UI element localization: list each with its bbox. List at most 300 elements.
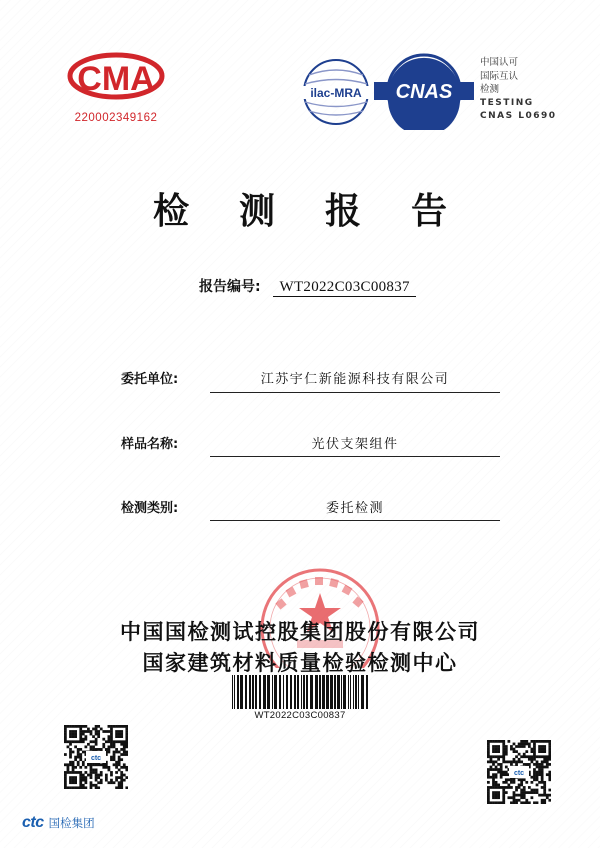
- qr-module: [520, 801, 523, 804]
- qr-module: [110, 738, 113, 741]
- cnas-line: 检测: [480, 84, 500, 95]
- qr-module: [108, 735, 111, 738]
- cnas-line: CNAS L0690: [480, 111, 557, 121]
- qr-module: [108, 769, 111, 772]
- barcode-bar: [274, 675, 277, 709]
- qr-module: [541, 773, 544, 776]
- qr-module: [533, 778, 536, 781]
- qr-module: [84, 776, 87, 779]
- qr-module: [523, 740, 526, 743]
- qr-module: [500, 763, 503, 766]
- qr-module: [113, 758, 116, 761]
- qr-module: [541, 768, 544, 771]
- qr-module: [525, 743, 528, 746]
- qr-module: [82, 763, 85, 766]
- qr-module: [97, 776, 100, 779]
- qr-module: [543, 784, 546, 787]
- qr-module: [95, 771, 98, 774]
- qr-module: [510, 778, 513, 781]
- qr-module: [123, 745, 126, 748]
- qr-module: [102, 766, 105, 769]
- qr-module: [505, 748, 508, 751]
- qr-module: [497, 786, 500, 789]
- qr-module: [120, 733, 123, 736]
- qr-module: [502, 758, 505, 761]
- qr-module: [79, 735, 82, 738]
- qr-module: [115, 771, 118, 774]
- qr-module: [72, 766, 75, 769]
- qr-module: [84, 781, 87, 784]
- qr-module: [497, 784, 500, 787]
- qr-module: [528, 745, 531, 748]
- qr-module: [77, 725, 80, 728]
- qr-module: [500, 786, 503, 789]
- svg-text:CMA: CMA: [77, 60, 155, 98]
- qr-module: [548, 743, 551, 746]
- qr-module: [525, 799, 528, 802]
- qr-module: [118, 769, 121, 772]
- qr-module: [505, 760, 508, 763]
- qr-module: [123, 725, 126, 728]
- qr-module: [108, 748, 111, 751]
- qr-module: [105, 763, 108, 766]
- qr-module: [487, 753, 490, 756]
- qr-module: [74, 786, 77, 789]
- ilac-globe-icon: [297, 57, 375, 127]
- qr-module: [492, 748, 495, 751]
- qr-module: [113, 725, 116, 728]
- qr-module: [505, 778, 508, 781]
- qr-module: [125, 725, 128, 728]
- test-category-label: 检测类别:: [121, 501, 179, 516]
- qr-module: [518, 753, 521, 756]
- qr-module: [105, 774, 108, 777]
- qr-module: [115, 761, 118, 764]
- qr-module: [495, 768, 498, 771]
- qr-module: [100, 774, 103, 777]
- qr-module: [548, 799, 551, 802]
- qr-module: [95, 738, 98, 741]
- qr-module: [118, 784, 121, 787]
- qr-module: [79, 781, 82, 784]
- qr-module: [118, 733, 121, 736]
- qr-module: [492, 801, 495, 804]
- barcode-bar: [255, 675, 257, 709]
- qr-module: [536, 791, 539, 794]
- qr-module: [118, 761, 121, 764]
- barcode-bar: [245, 675, 247, 709]
- qr-module: [543, 801, 546, 804]
- qr-module: [87, 763, 90, 766]
- qr-module: [64, 786, 67, 789]
- qr-module: [543, 748, 546, 751]
- qr-module: [520, 794, 523, 797]
- qr-module: [510, 748, 513, 751]
- qr-module: [79, 733, 82, 736]
- qr-module: [77, 763, 80, 766]
- qr-module: [548, 748, 551, 751]
- qr-module: [120, 784, 123, 787]
- qr-module: [95, 784, 98, 787]
- qr-module: [79, 730, 82, 733]
- qr-module: [548, 753, 551, 756]
- qr-module: [125, 753, 128, 756]
- qr-module: [502, 740, 505, 743]
- qr-module: [115, 748, 118, 751]
- sample-name-label: 样品名称:: [121, 437, 179, 452]
- qr-module: [74, 781, 77, 784]
- qr-module: [72, 776, 75, 779]
- qr-module: [110, 771, 113, 774]
- qr-module: [505, 781, 508, 784]
- qr-module: [77, 771, 80, 774]
- qr-module: [64, 733, 67, 736]
- qr-module: [536, 801, 539, 804]
- qr-module: [113, 743, 116, 746]
- qr-module: [548, 750, 551, 753]
- qr-module: [538, 768, 541, 771]
- qr-module: [64, 753, 67, 756]
- qr-module: [533, 771, 536, 774]
- qr-module: [538, 748, 541, 751]
- barcode-bar: [259, 675, 261, 709]
- qr-module: [548, 755, 551, 758]
- qr-module: [528, 743, 531, 746]
- qr-module: [502, 743, 505, 746]
- qr-module: [500, 740, 503, 743]
- qr-module: [523, 796, 526, 799]
- qr-module: [110, 730, 113, 733]
- qr-module: [531, 760, 534, 763]
- qr-module: [507, 784, 510, 787]
- qr-module: [515, 755, 518, 758]
- qr-module: [72, 730, 75, 733]
- barcode-bar: [315, 675, 318, 709]
- qr-module: [123, 763, 126, 766]
- qr-module: [548, 740, 551, 743]
- qr-module: [82, 779, 85, 782]
- qr-module: [69, 753, 72, 756]
- qr-module: [490, 768, 493, 771]
- qr-module: [495, 786, 498, 789]
- qr-module: [72, 751, 75, 754]
- qr-module: [118, 776, 121, 779]
- qr-module: [513, 799, 516, 802]
- qr-module: [72, 725, 75, 728]
- qr-module: [541, 763, 544, 766]
- qr-module: [546, 766, 549, 769]
- qr-module: [510, 745, 513, 748]
- qr-module: [541, 760, 544, 763]
- qr-module: [533, 791, 536, 794]
- barcode-bar: [294, 675, 296, 709]
- qr-module: [125, 740, 128, 743]
- qr-module: [102, 730, 105, 733]
- qr-module: [77, 753, 80, 756]
- qr-module: [67, 771, 70, 774]
- qr-module: [120, 786, 123, 789]
- qr-module: [72, 779, 75, 782]
- qr-module: [507, 796, 510, 799]
- qr-module: [120, 748, 123, 751]
- qr-module: [518, 760, 521, 763]
- qr-module: [95, 774, 98, 777]
- qr-module: [90, 776, 93, 779]
- qr-module: [487, 786, 490, 789]
- qr-module: [510, 781, 513, 784]
- qr-module: [492, 750, 495, 753]
- qr-module: [548, 773, 551, 776]
- qr-module: [118, 786, 121, 789]
- qr-module: [515, 760, 518, 763]
- qr-module: [113, 763, 116, 766]
- qr-module: [118, 730, 121, 733]
- qr-module: [528, 755, 531, 758]
- barcode-bar: [286, 675, 288, 709]
- qr-module: [113, 781, 116, 784]
- qr-module: [536, 755, 539, 758]
- qr-module: [515, 763, 518, 766]
- qr-module: [118, 735, 121, 738]
- test-category-underline: [210, 520, 500, 521]
- qr-module: [90, 771, 93, 774]
- barcode-bar: [350, 675, 351, 709]
- qr-module: [513, 794, 516, 797]
- qr-module: [92, 769, 95, 772]
- qr-module: [515, 789, 518, 792]
- qr-module: [108, 781, 111, 784]
- qr-module: [502, 760, 505, 763]
- qr-module: [520, 760, 523, 763]
- qr-module: [69, 751, 72, 754]
- svg-text:ilac-MRA: ilac-MRA: [310, 86, 362, 100]
- qr-module: [495, 794, 498, 797]
- qr-module: [510, 763, 513, 766]
- qr-module: [492, 794, 495, 797]
- qr-module: [523, 789, 526, 792]
- qr-module: [495, 766, 498, 769]
- qr-module: [74, 766, 77, 769]
- qr-module: [95, 733, 98, 736]
- qr-module: [92, 728, 95, 731]
- qr-module: [515, 750, 518, 753]
- qr-module: [505, 773, 508, 776]
- qr-module: [118, 763, 121, 766]
- barcode-bar: [234, 675, 235, 709]
- qr-module: [536, 778, 539, 781]
- barcode-bar: [361, 675, 364, 709]
- qr-module: [100, 779, 103, 782]
- qr-module: [492, 768, 495, 771]
- qr-module: [502, 794, 505, 797]
- qr-module: [531, 781, 534, 784]
- qr-module: [64, 779, 67, 782]
- barcode-bar: [240, 675, 243, 709]
- qr-module: [105, 779, 108, 782]
- qr-module: [523, 755, 526, 758]
- qr-module: [79, 728, 82, 731]
- qr-module: [90, 766, 93, 769]
- qr-module: [513, 743, 516, 746]
- qr-code-right[interactable]: [487, 740, 551, 804]
- qr-module: [543, 781, 546, 784]
- qr-module: [92, 763, 95, 766]
- qr-module: [123, 766, 126, 769]
- qr-module: [64, 735, 67, 738]
- qr-module: [120, 779, 123, 782]
- qr-module: [100, 781, 103, 784]
- qr-module: [538, 745, 541, 748]
- qr-module: [69, 730, 72, 733]
- qr-module: [541, 794, 544, 797]
- qr-module: [125, 745, 128, 748]
- qr-module: [72, 761, 75, 764]
- qr-module: [102, 738, 105, 741]
- qr-module: [79, 738, 82, 741]
- qr-module: [531, 740, 534, 743]
- qr-module: [110, 743, 113, 746]
- qr-module: [487, 791, 490, 794]
- cma-logo: [66, 50, 166, 124]
- qr-module: [525, 763, 528, 766]
- qr-module: [64, 730, 67, 733]
- qr-module: [82, 738, 85, 741]
- qr-module: [87, 728, 90, 731]
- barcode-number: WT2022C03C00837: [254, 710, 346, 721]
- qr-module: [548, 771, 551, 774]
- qr-module: [92, 748, 95, 751]
- qr-module: [495, 760, 498, 763]
- qr-module: [110, 728, 113, 731]
- qr-module: [79, 758, 82, 761]
- qr-module: [518, 784, 521, 787]
- qr-code-left[interactable]: [64, 725, 128, 789]
- qr-module: [502, 789, 505, 792]
- qr-module: [495, 773, 498, 776]
- qr-module: [525, 801, 528, 804]
- qr-module: [90, 769, 93, 772]
- qr-module: [95, 779, 98, 782]
- barcode-bar: [267, 675, 270, 709]
- qr-module: [520, 781, 523, 784]
- qr-module: [105, 730, 108, 733]
- qr-module: [525, 740, 528, 743]
- qr-module: [533, 753, 536, 756]
- qr-module: [492, 755, 495, 758]
- qr-module: [95, 748, 98, 751]
- qr-module: [77, 740, 80, 743]
- qr-module: [525, 791, 528, 794]
- qr-module: [502, 801, 505, 804]
- qr-module: [492, 784, 495, 787]
- qr-module: [67, 745, 70, 748]
- qr-module: [102, 763, 105, 766]
- qr-module: [520, 755, 523, 758]
- barcode-bar: [249, 675, 251, 709]
- qr-module: [543, 750, 546, 753]
- qr-module: [541, 799, 544, 802]
- qr-module: [69, 743, 72, 746]
- qr-module: [505, 745, 508, 748]
- qr-module: [487, 760, 490, 763]
- qr-module: [79, 725, 82, 728]
- client-label: 委托单位:: [121, 372, 179, 387]
- barcode-bar: [330, 675, 333, 709]
- cnas-mark-icon: [374, 52, 474, 130]
- barcode-bar: [322, 675, 325, 709]
- qr-module: [64, 740, 67, 743]
- qr-module: [533, 745, 536, 748]
- qr-module: [518, 799, 521, 802]
- qr-module: [69, 735, 72, 738]
- qr-module: [502, 753, 505, 756]
- qr-module: [533, 789, 536, 792]
- ilac-mra-logo: [297, 57, 375, 131]
- qr-module: [492, 791, 495, 794]
- barcode-bar: [252, 675, 254, 709]
- qr-module: [502, 755, 505, 758]
- qr-module: [510, 786, 513, 789]
- qr-module: [84, 735, 87, 738]
- qr-module: [487, 743, 490, 746]
- qr-module: [84, 725, 87, 728]
- qr-module: [118, 756, 121, 759]
- qr-module: [515, 786, 518, 789]
- qr-module: [541, 776, 544, 779]
- qr-module: [536, 776, 539, 779]
- qr-module: [548, 763, 551, 766]
- qr-module: [90, 784, 93, 787]
- qr-module: [67, 786, 70, 789]
- qr-module: [120, 740, 123, 743]
- client-underline: [210, 392, 500, 393]
- qr-module: [123, 774, 126, 777]
- qr-module: [105, 776, 108, 779]
- qr-module: [533, 755, 536, 758]
- qr-module: [538, 794, 541, 797]
- qr-module: [492, 760, 495, 763]
- qr-module: [515, 799, 518, 802]
- qr-module: [492, 740, 495, 743]
- qr-module: [69, 740, 72, 743]
- qr-module: [74, 771, 77, 774]
- qr-module: [74, 735, 77, 738]
- qr-module: [531, 789, 534, 792]
- qr-module: [115, 776, 118, 779]
- qr-module: [487, 776, 490, 779]
- qr-module: [490, 786, 493, 789]
- qr-module: [110, 740, 113, 743]
- barcode-bar: [343, 675, 346, 709]
- barcode-bar: [237, 675, 239, 709]
- qr-module: [490, 776, 493, 779]
- qr-module: [74, 779, 77, 782]
- qr-module: [64, 763, 67, 766]
- qr-module: [500, 773, 503, 776]
- qr-module: [518, 778, 521, 781]
- qr-module: [518, 786, 521, 789]
- qr-module: [79, 779, 82, 782]
- qr-module: [113, 753, 116, 756]
- qr-module: [108, 745, 111, 748]
- qr-module: [115, 763, 118, 766]
- qr-module: [543, 791, 546, 794]
- qr-module: [497, 801, 500, 804]
- qr-module: [115, 779, 118, 782]
- qr-module: [528, 786, 531, 789]
- qr-module: [520, 743, 523, 746]
- qr-module: [500, 801, 503, 804]
